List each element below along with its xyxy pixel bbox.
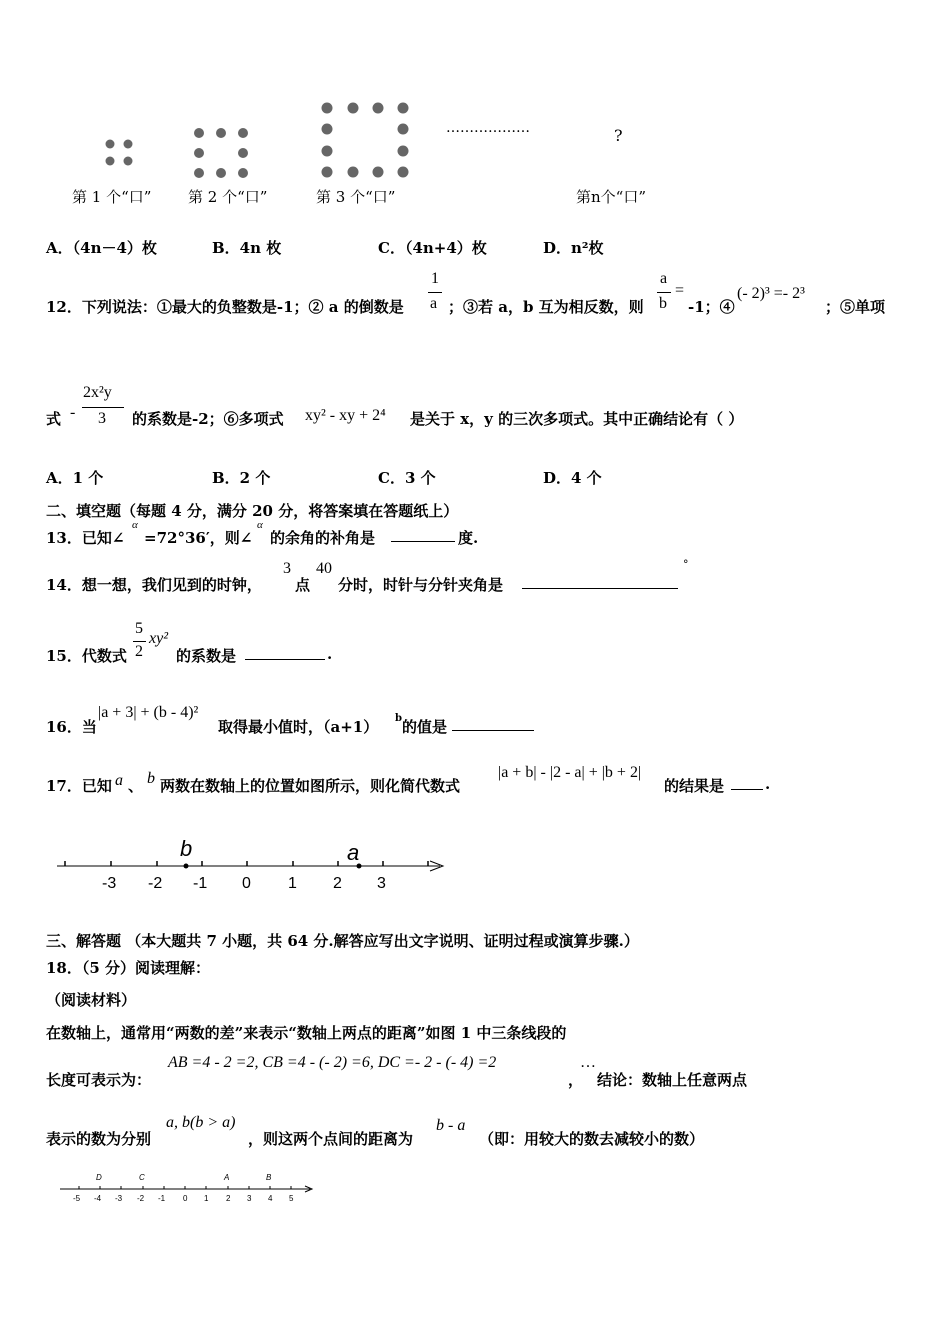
point-b-dot [184, 864, 189, 869]
fig2-dot [238, 148, 248, 158]
q18-paragraph-3b: ，则这两个点间的距离为 [248, 1130, 414, 1148]
q18-paragraph-3c: （即：用较大的数去减较小的数） [479, 1130, 705, 1148]
q12-text-2a: 式 [46, 410, 62, 428]
q13-alpha-1: α [132, 519, 138, 531]
fig3-dot [398, 167, 409, 178]
q18-subtitle: （阅读材料） [46, 991, 137, 1009]
q12-frac2-bar [657, 292, 671, 293]
q12-text-1: 12．下列说法：①最大的负整数是-1；② a 的倒数是 [46, 298, 404, 316]
nl2-tick-label: 3 [247, 1194, 252, 1203]
number-line-1 [55, 830, 455, 896]
q18-formula: AB =4 - 2 =2, CB =4 - (- 2) =6, DC =- 2 - (- 4) =2 [168, 1054, 497, 1071]
nl1-tick-label: 0 [242, 875, 251, 892]
fig2-dot [216, 128, 226, 138]
q12-text-2c: 是关于 x，y 的三次多项式。其中正确结论有（ ） [410, 410, 744, 428]
q17-text-d: . [765, 775, 771, 793]
fig2-dot [194, 148, 204, 158]
fig2-dot [238, 128, 248, 138]
nl2-tick-label: 1 [204, 1194, 209, 1203]
q12-frac3-den: 3 [98, 410, 106, 427]
point-a-label: a [347, 840, 360, 865]
fig1-dot [124, 140, 133, 149]
nl1-tick-label: -1 [193, 875, 208, 892]
nl2-tick-label: 5 [289, 1194, 294, 1203]
q14-forty: 40 [316, 560, 332, 577]
nl2-tick-label: 4 [268, 1194, 273, 1203]
fig3-dot [322, 146, 333, 157]
dot-squares-figure [68, 98, 670, 208]
point-d-label: D [96, 1173, 102, 1182]
q16-text-a: 16．当 [46, 718, 97, 736]
q12-frac3-bar [82, 407, 124, 408]
q12-power-expr: (- 2)³ =- 2³ [737, 285, 805, 302]
fig1-dot [106, 157, 115, 166]
q12-frac1-den: a [430, 295, 438, 312]
fig2-dot [238, 168, 248, 178]
q13-text-c: 的余角的补角是 [270, 529, 376, 547]
q18-comma: ， [568, 1071, 584, 1089]
q12-frac2-num: a [660, 270, 668, 287]
q11-option-b: B．4n 枚 [212, 239, 282, 257]
fig-question-mark: ? [614, 126, 623, 145]
nl1-tick-label: 1 [288, 875, 297, 892]
fig3-dot [398, 124, 409, 135]
point-a2-label: A [224, 1173, 230, 1182]
fig3-dot [398, 103, 409, 114]
q12-frac2-den: b [659, 295, 667, 312]
section-2-heading: 二、填空题（每题 4 分，满分 20 分，将答案填在答题纸上） [46, 502, 459, 520]
q12-text-2b: 的系数是-2；⑥多项式 [132, 410, 284, 428]
fig2-caption: 第 2 个“口” [188, 188, 268, 206]
q18-paragraph-2a: 长度可表示为： [46, 1071, 152, 1089]
q12-option-c: C．3 个 [378, 469, 436, 487]
q17-expr: |a + b| - |2 - a| + |b + 2| [498, 764, 642, 781]
q13-text-a: 13．已知∠ [46, 529, 125, 547]
fig3-dot [322, 103, 333, 114]
fig3-dot [322, 124, 333, 135]
nl1-tick-label: -3 [102, 875, 117, 892]
q12-poly: xy² - xy + 2⁴ [305, 407, 386, 424]
q18-difference: b - a [436, 1117, 466, 1134]
q16-text-b: 取得最小值时，（a+1） [218, 718, 379, 736]
nl2-tick-label: -1 [158, 1194, 166, 1203]
q18-title: 18．（5 分）阅读理解： [46, 959, 211, 977]
q11-option-d: D．n²枚 [543, 239, 604, 257]
fig1-dot [124, 157, 133, 166]
q18-paragraph-2b: 结论：数轴上任意两点 [597, 1071, 748, 1089]
q11-option-c: C．（4n+4）枚 [378, 239, 487, 257]
fig3-dot [373, 103, 384, 114]
q12-neg: - [70, 404, 76, 421]
nl2-tick-label: 2 [226, 1194, 231, 1203]
q12-text-1d: ；⑤单项 [825, 298, 886, 316]
fig2-dot [194, 128, 204, 138]
q12-option-a: A．1 个 [46, 469, 104, 487]
fig3-dot [348, 167, 359, 178]
fig2-dot [216, 168, 226, 178]
q16-answer-blank[interactable] [452, 716, 534, 731]
nl2-tick-label: -3 [115, 1194, 123, 1203]
q17-text-c: 的结果是 [664, 777, 725, 795]
q15-answer-blank[interactable] [245, 645, 325, 660]
nl2-tick-label: 0 [183, 1194, 188, 1203]
point-b2-label: B [266, 1173, 272, 1182]
q12-text-1c: -1；④ [688, 298, 735, 316]
point-b-label: b [180, 836, 193, 861]
q17-answer-blank[interactable] [731, 775, 763, 790]
q14-text-b: 分时，时针与分针夹角是 [338, 576, 504, 594]
q16-sup-b: b [395, 713, 402, 724]
nl1-tick-label: -2 [148, 875, 163, 892]
q17-sep: 、 [128, 777, 144, 795]
fig3-dot [348, 103, 359, 114]
fign-caption: 第n个“口” [576, 188, 646, 206]
q15-frac-den: 2 [135, 643, 143, 660]
section-3-heading: 三、解答题 （本大题共 7 小题，共 64 分.解答应写出文字说明、证明过程或演算步骤.） [46, 932, 639, 950]
q13-answer-blank[interactable] [391, 527, 455, 542]
fig1-caption: 第 1 个“口” [72, 188, 152, 206]
q15-frac-bar [133, 641, 146, 642]
q14-dian: 点 [295, 576, 311, 594]
q13-alpha-2: α [257, 519, 263, 531]
nl2-tick-label: -2 [137, 1194, 145, 1203]
fig3-dot [322, 167, 333, 178]
q14-answer-blank[interactable] [522, 574, 678, 589]
q18-paragraph-3a: 表示的数为分别 [46, 1130, 152, 1148]
point-c-label: C [139, 1173, 145, 1182]
q14-three: 3 [283, 560, 291, 577]
q16-expr: |a + 3| + (b - 4)² [98, 704, 199, 721]
q18-paragraph-1: 在数轴上，通常用“两数的差”来表示“数轴上两点的距离”如图 1 中三条线段的 [46, 1024, 567, 1042]
fig3-dot [373, 167, 384, 178]
q15-text-c: . [327, 645, 333, 663]
q18-condition: a, b(b > a) [166, 1114, 236, 1131]
fig-ellipsis: ……………… [446, 120, 530, 136]
q12-option-b: B．2 个 [212, 469, 271, 487]
q18-ellipsis: … [580, 1054, 596, 1071]
nl1-tick-label: 3 [377, 875, 386, 892]
q16-text-c: 的值是 [402, 718, 448, 736]
number-line-2 [58, 1170, 320, 1206]
q13-text-d: 度. [458, 529, 479, 547]
nl1-tick-label: 2 [333, 875, 342, 892]
q13-text-b: =72°36′，则∠ [144, 529, 253, 547]
fig3-caption: 第 3 个“口” [316, 188, 396, 206]
fig2-dot [194, 168, 204, 178]
fig1-dot [106, 140, 115, 149]
q15-var: xy² [149, 630, 168, 647]
q12-frac1-num: 1 [431, 270, 439, 287]
nl2-tick-label: -4 [94, 1194, 102, 1203]
q15-text-b: 的系数是 [176, 647, 237, 665]
q17-text-b: 两数在数轴上的位置如图所示，则化简代数式 [160, 777, 461, 795]
q12-frac3-num: 2x²y [83, 384, 112, 401]
q12-option-d: D．4 个 [543, 469, 602, 487]
q17-text-a: 17．已知 [46, 777, 112, 795]
q12-text-1b: ；③若 a，b 互为相反数，则 [448, 298, 644, 316]
q17-var-b: b [147, 770, 155, 787]
q15-frac-num: 5 [135, 620, 143, 637]
q12-frac1-bar [428, 292, 442, 293]
q14-degree: ° [683, 558, 689, 571]
nl2-tick-label: -5 [73, 1194, 81, 1203]
q17-var-a: a [115, 772, 123, 789]
q14-text-a: 14．想一想，我们见到的时钟， [46, 576, 262, 594]
q15-text-a: 15．代数式 [46, 647, 127, 665]
q12-eq: = [675, 282, 685, 299]
q11-option-a: A．（4n－4）枚 [46, 239, 157, 257]
fig3-dot [398, 146, 409, 157]
